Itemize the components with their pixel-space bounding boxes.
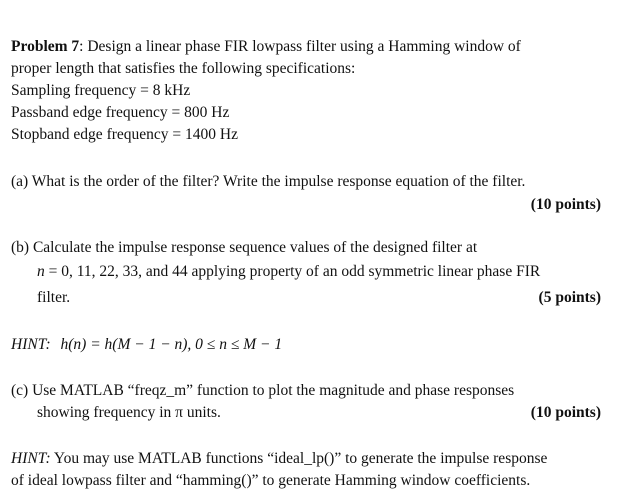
- part-b-line-1: (b) Calculate the impulse response sequence values of the designed filter at: [11, 239, 478, 256]
- part-c-points: (10 points): [530, 404, 601, 421]
- problem-label: Problem 7: [11, 38, 80, 55]
- part-a-question: (a) What is the order of the filter? Write the impulse response equation of the filter.: [11, 173, 526, 190]
- part-c-line-1: (c) Use MATLAB “freqz_m” function to plot the magnitude and phase responses: [11, 382, 515, 399]
- hint-1-label: HINT:: [11, 336, 51, 353]
- problem-intro-line-2: proper length that satisfies the following specifications:: [11, 60, 356, 77]
- part-b-n-symbol: n: [37, 263, 45, 280]
- part-b-points: (5 points): [538, 289, 601, 306]
- spec-sampling-frequency: Sampling frequency = 8 kHz: [11, 82, 191, 99]
- problem-intro-line-1: [11, 37, 521, 57]
- part-c-line-2: showing frequency in π units.: [37, 404, 221, 421]
- part-b-line-2-text: = 0, 11, 22, 33, and 44 applying property of an odd symmetric linear phase FIR: [44, 263, 541, 280]
- problem-intro-text: : Design a linear phase FIR lowpass filter using a Hamming window of: [79, 38, 521, 55]
- hint-1-equation: h(n) = h(M − 1 − n), 0 ≤ n ≤ M − 1: [60, 336, 283, 353]
- hint-1: [11, 335, 282, 355]
- hint-2-line-2: of ideal lowpass filter and “hamming()” to generate Hamming window coefficients.: [11, 472, 531, 489]
- part-b-line-3: filter.: [37, 289, 71, 306]
- part-b-line-2: [37, 262, 540, 282]
- spec-passband-edge: Passband edge frequency = 800 Hz: [11, 104, 230, 121]
- hint-2-line-1: [11, 449, 547, 469]
- hint-2-text: You may use MATLAB functions “ideal_lp()” to generate the impulse response: [50, 450, 548, 467]
- hint-2-label: HINT:: [11, 450, 51, 467]
- spec-stopband-edge: Stopband edge frequency = 1400 Hz: [11, 126, 238, 143]
- part-a-points: (10 points): [530, 196, 601, 213]
